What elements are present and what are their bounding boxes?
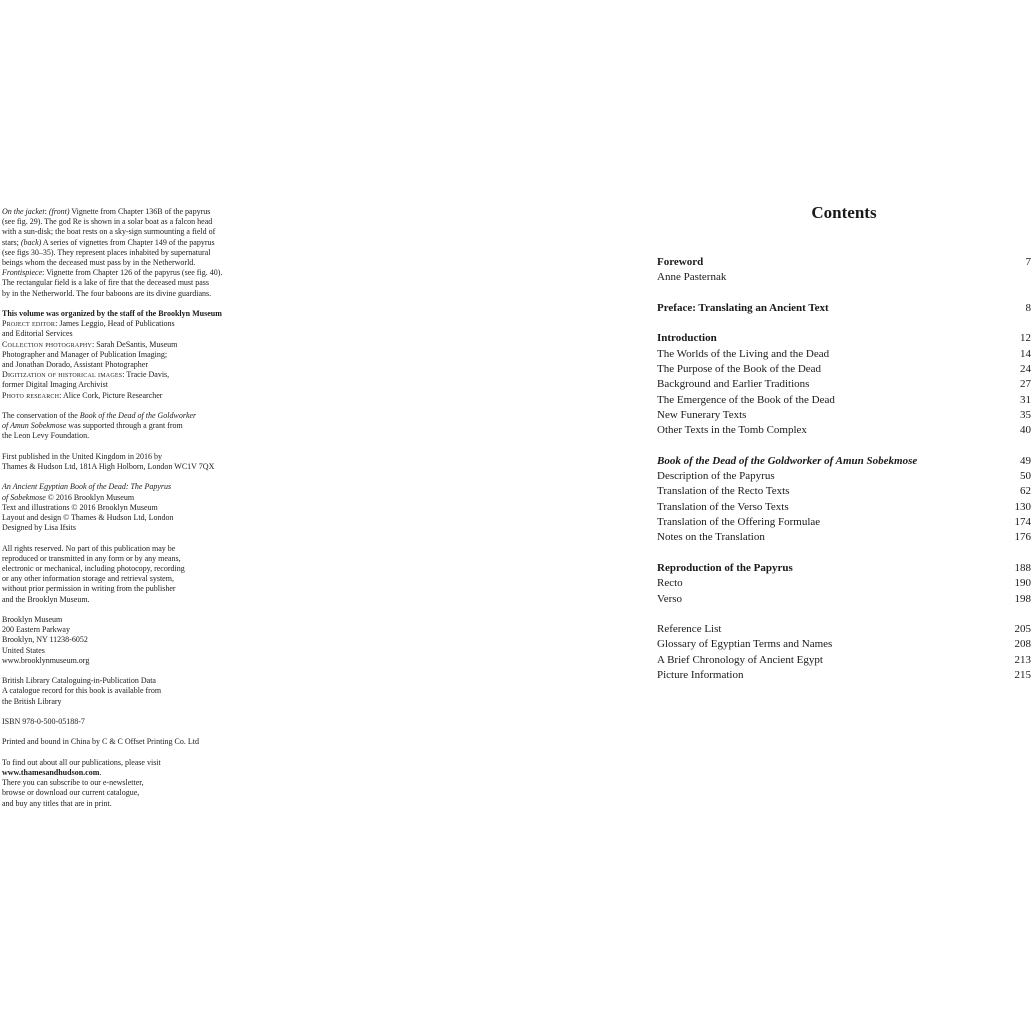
toc-section <box>657 255 1031 286</box>
toc-entry-title: Preface: Translating an Ancient Text <box>657 301 829 314</box>
colophon-line <box>2 595 252 605</box>
colophon-text: browse or download our current catalogue, <box>2 788 140 798</box>
colophon-text: Photographer and Manager of Publication Imaging; <box>2 349 168 359</box>
toc-entry-title: Background and Earlier Traditions <box>657 378 810 391</box>
colophon-text: First published in the United Kingdom in 2016 by <box>2 451 162 461</box>
colophon-text: www.thamesandhudson.com <box>2 768 100 778</box>
toc-entry <box>657 362 1031 377</box>
toc-entry <box>657 500 1031 515</box>
colophon-text: : James Leggio, Head of Publications <box>55 319 175 329</box>
colophon-line <box>2 554 252 564</box>
toc-section <box>657 622 1031 683</box>
colophon-text: Layout and design © Thames & Hudson Ltd, London <box>2 513 174 523</box>
colophon-line <box>2 207 252 217</box>
toc-section <box>657 454 1031 546</box>
colophon-line <box>2 574 252 584</box>
toc-entry <box>657 301 1031 316</box>
colophon-text: There you can subscribe to our e-newsletter, <box>2 778 144 788</box>
colophon-text: Digitization of historical images <box>2 370 123 380</box>
colophon-text: . <box>99 768 102 778</box>
colophon-text: the British Library <box>2 696 62 706</box>
colophon-text: : Alice Cork, Picture Researcher <box>59 390 163 400</box>
colophon-text: Designed by Lisa Ifsits <box>2 523 76 533</box>
colophon-text: ISBN 978-0-500-05188-7 <box>2 717 85 727</box>
colophon-text: the Leon Levy Foundation. <box>2 431 90 441</box>
colophon-line <box>2 380 252 390</box>
colophon-text: 200 Eastern Parkway <box>2 625 70 635</box>
isbn <box>2 717 252 727</box>
toc-entry-page: 8 <box>1025 301 1031 314</box>
colophon-text: with a sun-disk; the boat rests on a sky-sign surmounting a field of <box>2 227 216 237</box>
toc-entry <box>657 484 1031 499</box>
colophon-text: A series of vignettes from Chapter 149 of the papyrus <box>41 237 215 247</box>
toc-entry-page: 24 <box>1020 363 1031 376</box>
colophon-line <box>2 523 252 533</box>
toc-entry-title: A Brief Chronology of Ancient Egypt <box>657 653 823 666</box>
publication-note <box>2 452 252 472</box>
colophon-line <box>2 758 252 768</box>
toc-entry <box>657 408 1031 423</box>
toc-entry-page: 49 <box>1020 454 1031 467</box>
colophon-text: beings whom the deceased must pass by in the Netherworld. <box>2 258 196 268</box>
toc-entry-title: Book of the Dead of the Goldworker of Amun Sobekmose <box>657 454 918 467</box>
toc-entry <box>657 377 1031 392</box>
printer-note <box>2 737 252 747</box>
colophon-line <box>2 544 252 554</box>
toc-entry-page: 190 <box>1014 577 1031 590</box>
colophon-line <box>2 686 252 696</box>
colophon-text: : Tracie Davis, <box>122 370 170 380</box>
toc-entry-page: 27 <box>1020 378 1031 391</box>
colophon-line <box>2 584 252 594</box>
toc-entry-title: Other Texts in the Tomb Complex <box>657 424 807 437</box>
colophon-line <box>2 676 252 686</box>
colophon-text: and the Brooklyn Museum. <box>2 594 90 604</box>
colophon-text: of Amun Sobekmose <box>2 421 67 431</box>
toc-entry-title: Translation of the Recto Texts <box>657 485 790 498</box>
colophon-text: electronic or mechanical, including photocopy, recording <box>2 564 185 574</box>
colophon-text: by in the Netherworld. The four baboons are its divine guardians. <box>2 288 212 298</box>
colophon-line <box>2 482 252 492</box>
toc-entry-page: 208 <box>1014 638 1031 651</box>
colophon-line <box>2 370 252 380</box>
toc-entry-title: Notes on the Translation <box>657 531 765 544</box>
colophon-line <box>2 635 252 645</box>
colophon-text: All rights reserved. No part of this publication may be <box>2 543 176 553</box>
toc-entry-page: 7 <box>1025 256 1031 268</box>
colophon-line <box>2 340 252 350</box>
toc-entry-page: 215 <box>1014 669 1031 682</box>
colophon-text: Vignette from Chapter 136B of the papyrus <box>69 207 211 216</box>
toc-entry <box>657 393 1031 408</box>
toc-entry-page: 40 <box>1020 424 1031 437</box>
cip-data <box>2 676 252 707</box>
conservation-note <box>2 411 252 442</box>
toc-entry-title: The Worlds of the Living and the Dead <box>657 347 830 360</box>
toc-entry-title: New Funerary Texts <box>657 408 747 421</box>
toc-entry <box>657 592 1031 607</box>
colophon-line <box>2 788 252 798</box>
toc-entry <box>657 576 1031 591</box>
toc-entry-title: The Purpose of the Book of the Dead <box>657 363 822 376</box>
colophon-line <box>2 350 252 360</box>
colophon-text: and Jonathan Dorado, Assistant Photographer <box>2 360 148 370</box>
colophon-line <box>2 217 252 227</box>
colophon-text: (see figs 30–35). They represent places inhabited by supernatural <box>2 247 211 257</box>
colophon-line <box>2 258 252 268</box>
colophon-text: This volume was organized by the staff of the Brooklyn Museum <box>2 309 222 319</box>
colophon-line <box>2 431 252 441</box>
toc-entry-page: 62 <box>1020 485 1031 498</box>
colophon-line <box>2 564 252 574</box>
toc-entry-page: 12 <box>1020 332 1031 345</box>
colophon-text: An Ancient Egyptian Book of the Dead: The Papyrus <box>2 482 172 492</box>
colophon-text: : <box>44 207 49 216</box>
colophon <box>2 207 252 819</box>
museum-address <box>2 615 252 666</box>
colophon-text: United States <box>2 645 45 655</box>
colophon-text: and buy any titles that are in print. <box>2 798 112 808</box>
colophon-line <box>2 778 252 788</box>
colophon-text: Brooklyn, NY 11238-6052 <box>2 635 88 645</box>
colophon-line <box>2 329 252 339</box>
colophon-line <box>2 319 252 329</box>
colophon-text: The conservation of the <box>2 411 80 421</box>
colophon-text: © 2016 Brooklyn Museum <box>45 492 135 502</box>
colophon-line <box>2 227 252 237</box>
colophon-text: (see fig. 29). The god Re is shown in a solar boat as a falcon head <box>2 217 213 227</box>
colophon-text: reproduced or transmitted in any form or by any means, <box>2 553 181 563</box>
toc-entry-title: Reproduction of the Papyrus <box>657 561 793 574</box>
toc-entry <box>657 637 1031 652</box>
colophon-text: stars; <box>2 237 21 247</box>
toc-entry-title: Anne Pasternak <box>657 271 727 284</box>
colophon-line <box>2 503 252 513</box>
colophon-text: Brooklyn Museum <box>2 615 63 625</box>
colophon-text: The rectangular field is a lake of fire that the deceased must pass <box>2 278 210 288</box>
toc-entry <box>657 622 1031 637</box>
colophon-text: former Digital Imaging Archivist <box>2 380 108 390</box>
colophon-line <box>2 391 252 401</box>
colophon-text: and Editorial Services <box>2 329 73 339</box>
colophon-text: : Sarah DeSantis, Museum <box>91 339 178 349</box>
toc-section <box>657 561 1031 607</box>
colophon-line <box>2 625 252 635</box>
toc-entry <box>657 255 1031 270</box>
toc-entry-page <box>1023 270 1031 285</box>
toc-entry-page: 14 <box>1020 347 1031 360</box>
toc-entry-title: Picture Information <box>657 669 744 682</box>
colophon-line <box>2 462 252 472</box>
colophon-line <box>2 268 252 278</box>
colophon-line <box>2 421 252 431</box>
colophon-text: (front) <box>48 207 70 216</box>
contents-title: Contents <box>811 203 877 222</box>
colophon-line <box>2 615 252 625</box>
jacket-caption <box>2 207 252 299</box>
colophon-text: A catalogue record for this book is available from <box>2 686 162 696</box>
colophon-text: To find out about all our publications, please visit <box>2 757 161 767</box>
colophon-line <box>2 799 252 809</box>
colophon-line <box>2 248 252 258</box>
toc-entry-title: Description of the Papyrus <box>657 470 775 483</box>
colophon-text: Collection photography <box>2 339 92 349</box>
toc-entry-page: 198 <box>1014 592 1031 605</box>
colophon-line <box>2 646 252 656</box>
toc-section <box>657 331 1031 438</box>
toc-entry-page: 188 <box>1014 561 1031 574</box>
publisher-info <box>2 758 252 809</box>
colophon-line <box>2 238 252 248</box>
colophon-text: Photo research <box>2 390 60 400</box>
colophon-line <box>2 513 252 523</box>
table-of-contents <box>657 255 1031 699</box>
colophon-text: Book of the Dead of the Goldworker <box>79 411 197 421</box>
toc-entry-title: Recto <box>657 577 683 590</box>
colophon-text: or any other information storage and retrieval system, <box>2 574 174 584</box>
toc-entry <box>657 668 1031 683</box>
copyright-notice <box>2 482 252 533</box>
colophon-text: of Sobekmose <box>2 492 46 502</box>
colophon-line <box>2 656 252 666</box>
colophon-line <box>2 411 252 421</box>
toc-entry-page: 31 <box>1020 393 1031 406</box>
toc-entry-title: Reference List <box>657 623 722 636</box>
toc-entry-page: 176 <box>1014 531 1031 544</box>
toc-entry <box>657 653 1031 668</box>
toc-entry-page: 174 <box>1014 516 1031 529</box>
colophon-line <box>2 278 252 288</box>
toc-entry-page: 130 <box>1014 500 1031 513</box>
toc-entry <box>657 454 1031 469</box>
toc-entry-page: 205 <box>1014 623 1031 636</box>
toc-entry-title: Foreword <box>657 256 704 268</box>
toc-entry-title: Glossary of Egyptian Terms and Names <box>657 638 833 651</box>
colophon-line <box>2 493 252 503</box>
toc-section <box>657 301 1031 316</box>
colophon-line <box>2 289 252 299</box>
colophon-text: www.brooklynmuseum.org <box>2 655 90 665</box>
toc-entry-title: The Emergence of the Book of the Dead <box>657 393 835 406</box>
colophon-text: British Library Cataloguing-in-Publication Data <box>2 676 156 686</box>
colophon-text: Frontispiece <box>2 268 43 278</box>
rights-notice <box>2 544 252 605</box>
colophon-text: On the jacket <box>2 207 45 216</box>
toc-entry <box>657 469 1031 484</box>
colophon-text: Text and illustrations © 2016 Brooklyn Museum <box>2 502 158 512</box>
toc-entry-title: Introduction <box>657 332 717 345</box>
colophon-line <box>2 768 252 778</box>
toc-entry <box>657 561 1031 576</box>
colophon-text: Project editor <box>2 319 56 329</box>
staff-credits <box>2 309 252 401</box>
colophon-line <box>2 697 252 707</box>
toc-entry-title: Translation of the Verso Texts <box>657 500 789 513</box>
colophon-text: : Vignette from Chapter 126 of the papyrus (see fig. 40). <box>42 268 223 278</box>
colophon-line <box>2 452 252 462</box>
colophon-line <box>2 737 252 747</box>
colophon-text: without prior permission in writing from the publisher <box>2 584 176 594</box>
colophon-text: (back) <box>20 237 42 247</box>
toc-entry-title: Verso <box>657 592 683 605</box>
toc-entry <box>657 347 1031 362</box>
toc-entry-page: 50 <box>1020 470 1031 483</box>
toc-entry <box>657 331 1031 346</box>
colophon-text: was supported through a grant from <box>66 421 183 431</box>
colophon-line <box>2 309 252 319</box>
colophon-line <box>2 360 252 370</box>
toc-entry <box>657 530 1031 545</box>
toc-entry-page: 213 <box>1014 653 1031 666</box>
toc-entry <box>657 423 1031 438</box>
colophon-text: Thames & Hudson Ltd, 181A High Holborn, London WC1V 7QX <box>2 462 215 472</box>
colophon-text: Printed and bound in China by C & C Offset Printing Co. Ltd <box>2 737 199 747</box>
colophon-line <box>2 717 252 727</box>
toc-entry <box>657 515 1031 530</box>
toc-entry-page: 35 <box>1020 408 1031 421</box>
toc-entry <box>657 270 1031 285</box>
toc-entry-title: Translation of the Offering Formulae <box>657 516 821 529</box>
